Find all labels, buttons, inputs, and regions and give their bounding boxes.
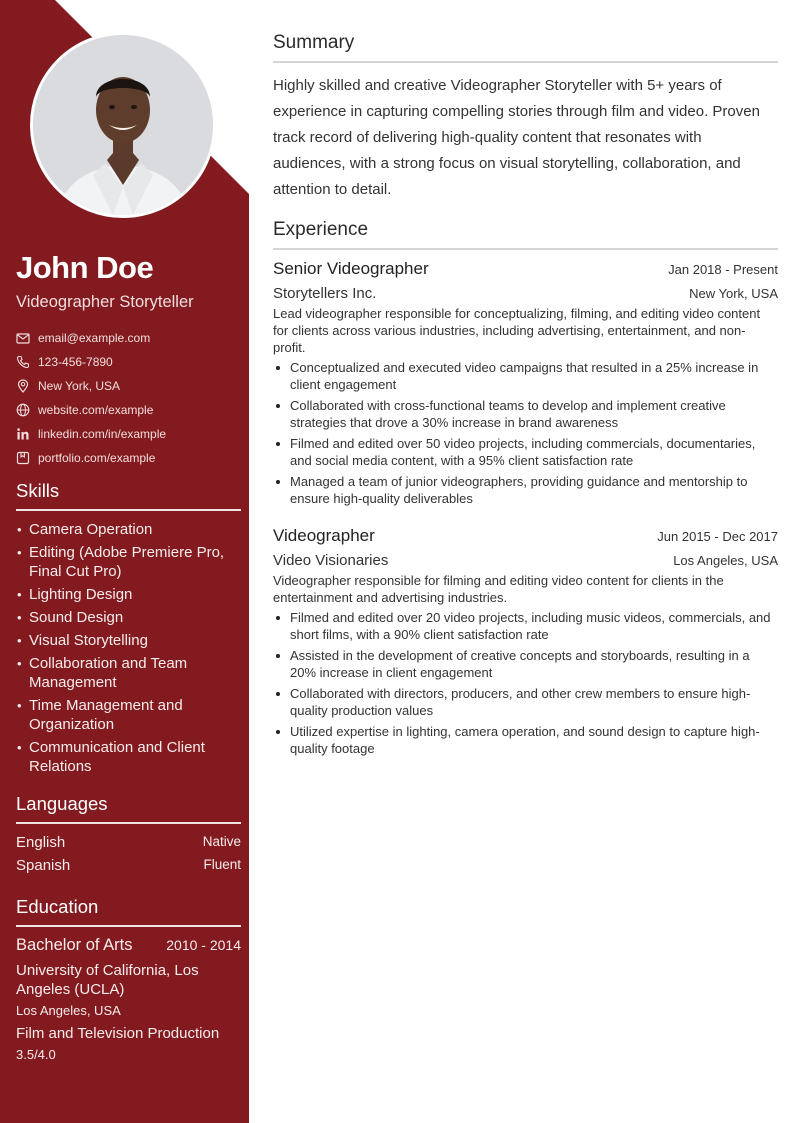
achievement-item: Collaborated with directors, producers, and other crew members to ensure high-quality production values: [273, 685, 778, 719]
skill-item: • Collaboration and Team Management: [16, 654, 241, 692]
achievement-item: Filmed and edited over 20 video projects, including music videos, commercials, and short films, with a 90% client satisfaction rate: [273, 609, 778, 643]
education-years: 2010 - 2014: [166, 937, 241, 953]
skill-item: • Lighting Design: [16, 585, 241, 604]
contact-phone-text: 123-456-7890: [38, 355, 113, 369]
job-entry: [273, 259, 778, 511]
job-achievements: [273, 359, 778, 507]
education-field: Film and Television Production: [16, 1025, 220, 1042]
contact-linkedin-text: linkedin.com/in/example: [38, 427, 167, 441]
profile-photo: [30, 32, 216, 218]
contact-email-text: email@example.com: [38, 331, 151, 345]
contact-website[interactable]: [16, 398, 166, 422]
job-company: Video Visionaries: [273, 552, 389, 569]
contact-portfolio[interactable]: [16, 446, 166, 470]
languages-divider: [16, 822, 241, 824]
education-heading: Education: [16, 896, 99, 917]
achievement-item: Assisted in the development of creative concepts and storyboards, resulting in a 20% increase in client engagement: [273, 647, 778, 681]
skill-item: • Visual Storytelling: [16, 631, 241, 650]
language-level: Fluent: [203, 857, 241, 872]
globe-icon: [16, 403, 30, 417]
phone-icon: [16, 355, 30, 369]
contact-email[interactable]: [16, 326, 166, 350]
skill-item: • Sound Design: [16, 608, 241, 627]
contact-phone[interactable]: [16, 350, 166, 374]
job-location: New York, USA: [689, 286, 778, 301]
job-company: Storytellers Inc.: [273, 285, 377, 302]
candidate-title: Videographer Storyteller: [16, 293, 194, 311]
languages-heading: Languages: [16, 793, 108, 814]
contact-list: [16, 326, 166, 470]
experience-heading: Experience: [273, 219, 369, 240]
contact-location: [16, 374, 166, 398]
experience-divider: [273, 248, 778, 250]
education-degree: Bachelor of Arts: [16, 936, 133, 954]
portfolio-icon: [16, 451, 30, 465]
person-portrait-image: [33, 35, 213, 215]
skill-item: • Communication and Client Relations: [16, 738, 241, 776]
skill-item: • Editing (Adobe Premiere Pro, Final Cut Pro): [16, 543, 241, 581]
contact-portfolio-text: portfolio.com/example: [38, 451, 156, 465]
contact-location-text: New York, USA: [38, 379, 121, 393]
mail-icon: [16, 331, 30, 345]
linkedin-icon: [16, 427, 30, 441]
education-header: [16, 936, 241, 955]
candidate-name: John Doe: [16, 250, 154, 285]
job-achievements: [273, 609, 778, 757]
achievement-item: Managed a team of junior videographers, providing guidance and mentorship to ensure high-quality deliverables: [273, 473, 778, 507]
job-title: Videographer: [273, 526, 375, 545]
summary-heading: Summary: [273, 32, 355, 53]
language-row: [16, 857, 241, 874]
language-name: English: [16, 834, 66, 851]
education-location: Los Angeles, USA: [16, 1003, 121, 1018]
location-pin-icon: [16, 379, 30, 393]
skills-list: [16, 520, 241, 780]
achievement-item: Utilized expertise in lighting, camera operation, and sound design to capture high-quality footage: [273, 723, 778, 757]
job-location: Los Angeles, USA: [673, 553, 778, 568]
job-dates: Jan 2018 - Present: [668, 262, 778, 277]
education-gpa: 3.5/4.0: [16, 1047, 56, 1062]
contact-website-text: website.com/example: [38, 403, 154, 417]
job-dates: Jun 2015 - Dec 2017: [657, 529, 778, 544]
language-row: [16, 834, 241, 851]
education-divider: [16, 925, 241, 927]
skill-item: • Camera Operation: [16, 520, 241, 539]
job-entry: [273, 526, 778, 761]
summary-text: Highly skilled and creative Videographer Storyteller with 5+ years of experience in capturing compelling stories through film and video. Proven track record of delivering high-quality content that resonates with audiences, with a strong focus on visual storytelling, collaboration, and attention to detail.: [273, 77, 760, 198]
language-name: Spanish: [16, 857, 71, 874]
skills-heading: Skills: [16, 480, 60, 501]
education-school: University of California, Los Angeles (UCLA): [16, 962, 199, 998]
language-level: Native: [202, 834, 241, 849]
summary-divider: [273, 61, 778, 63]
job-description: Lead videographer responsible for conceptualizing, filming, and editing video content for clients across various industries, including advertising, entertainment, and non-profit.: [273, 306, 761, 355]
skills-divider: [16, 509, 241, 511]
job-description: Videographer responsible for filming and editing video content for clients in the entertainment and advertising industries.: [273, 573, 724, 605]
job-title: Senior Videographer: [273, 259, 429, 278]
achievement-item: Collaborated with cross-functional teams to develop and implement creative strategies that drove a 30% increase in brand awareness: [273, 397, 778, 431]
contact-linkedin[interactable]: [16, 422, 166, 446]
skill-item: • Time Management and Organization: [16, 696, 241, 734]
achievement-item: Filmed and edited over 50 video projects, including commercials, documentaries, and social media content, with a 95% client satisfaction rate: [273, 435, 778, 469]
achievement-item: Conceptualized and executed video campaigns that resulted in a 25% increase in client engagement: [273, 359, 778, 393]
